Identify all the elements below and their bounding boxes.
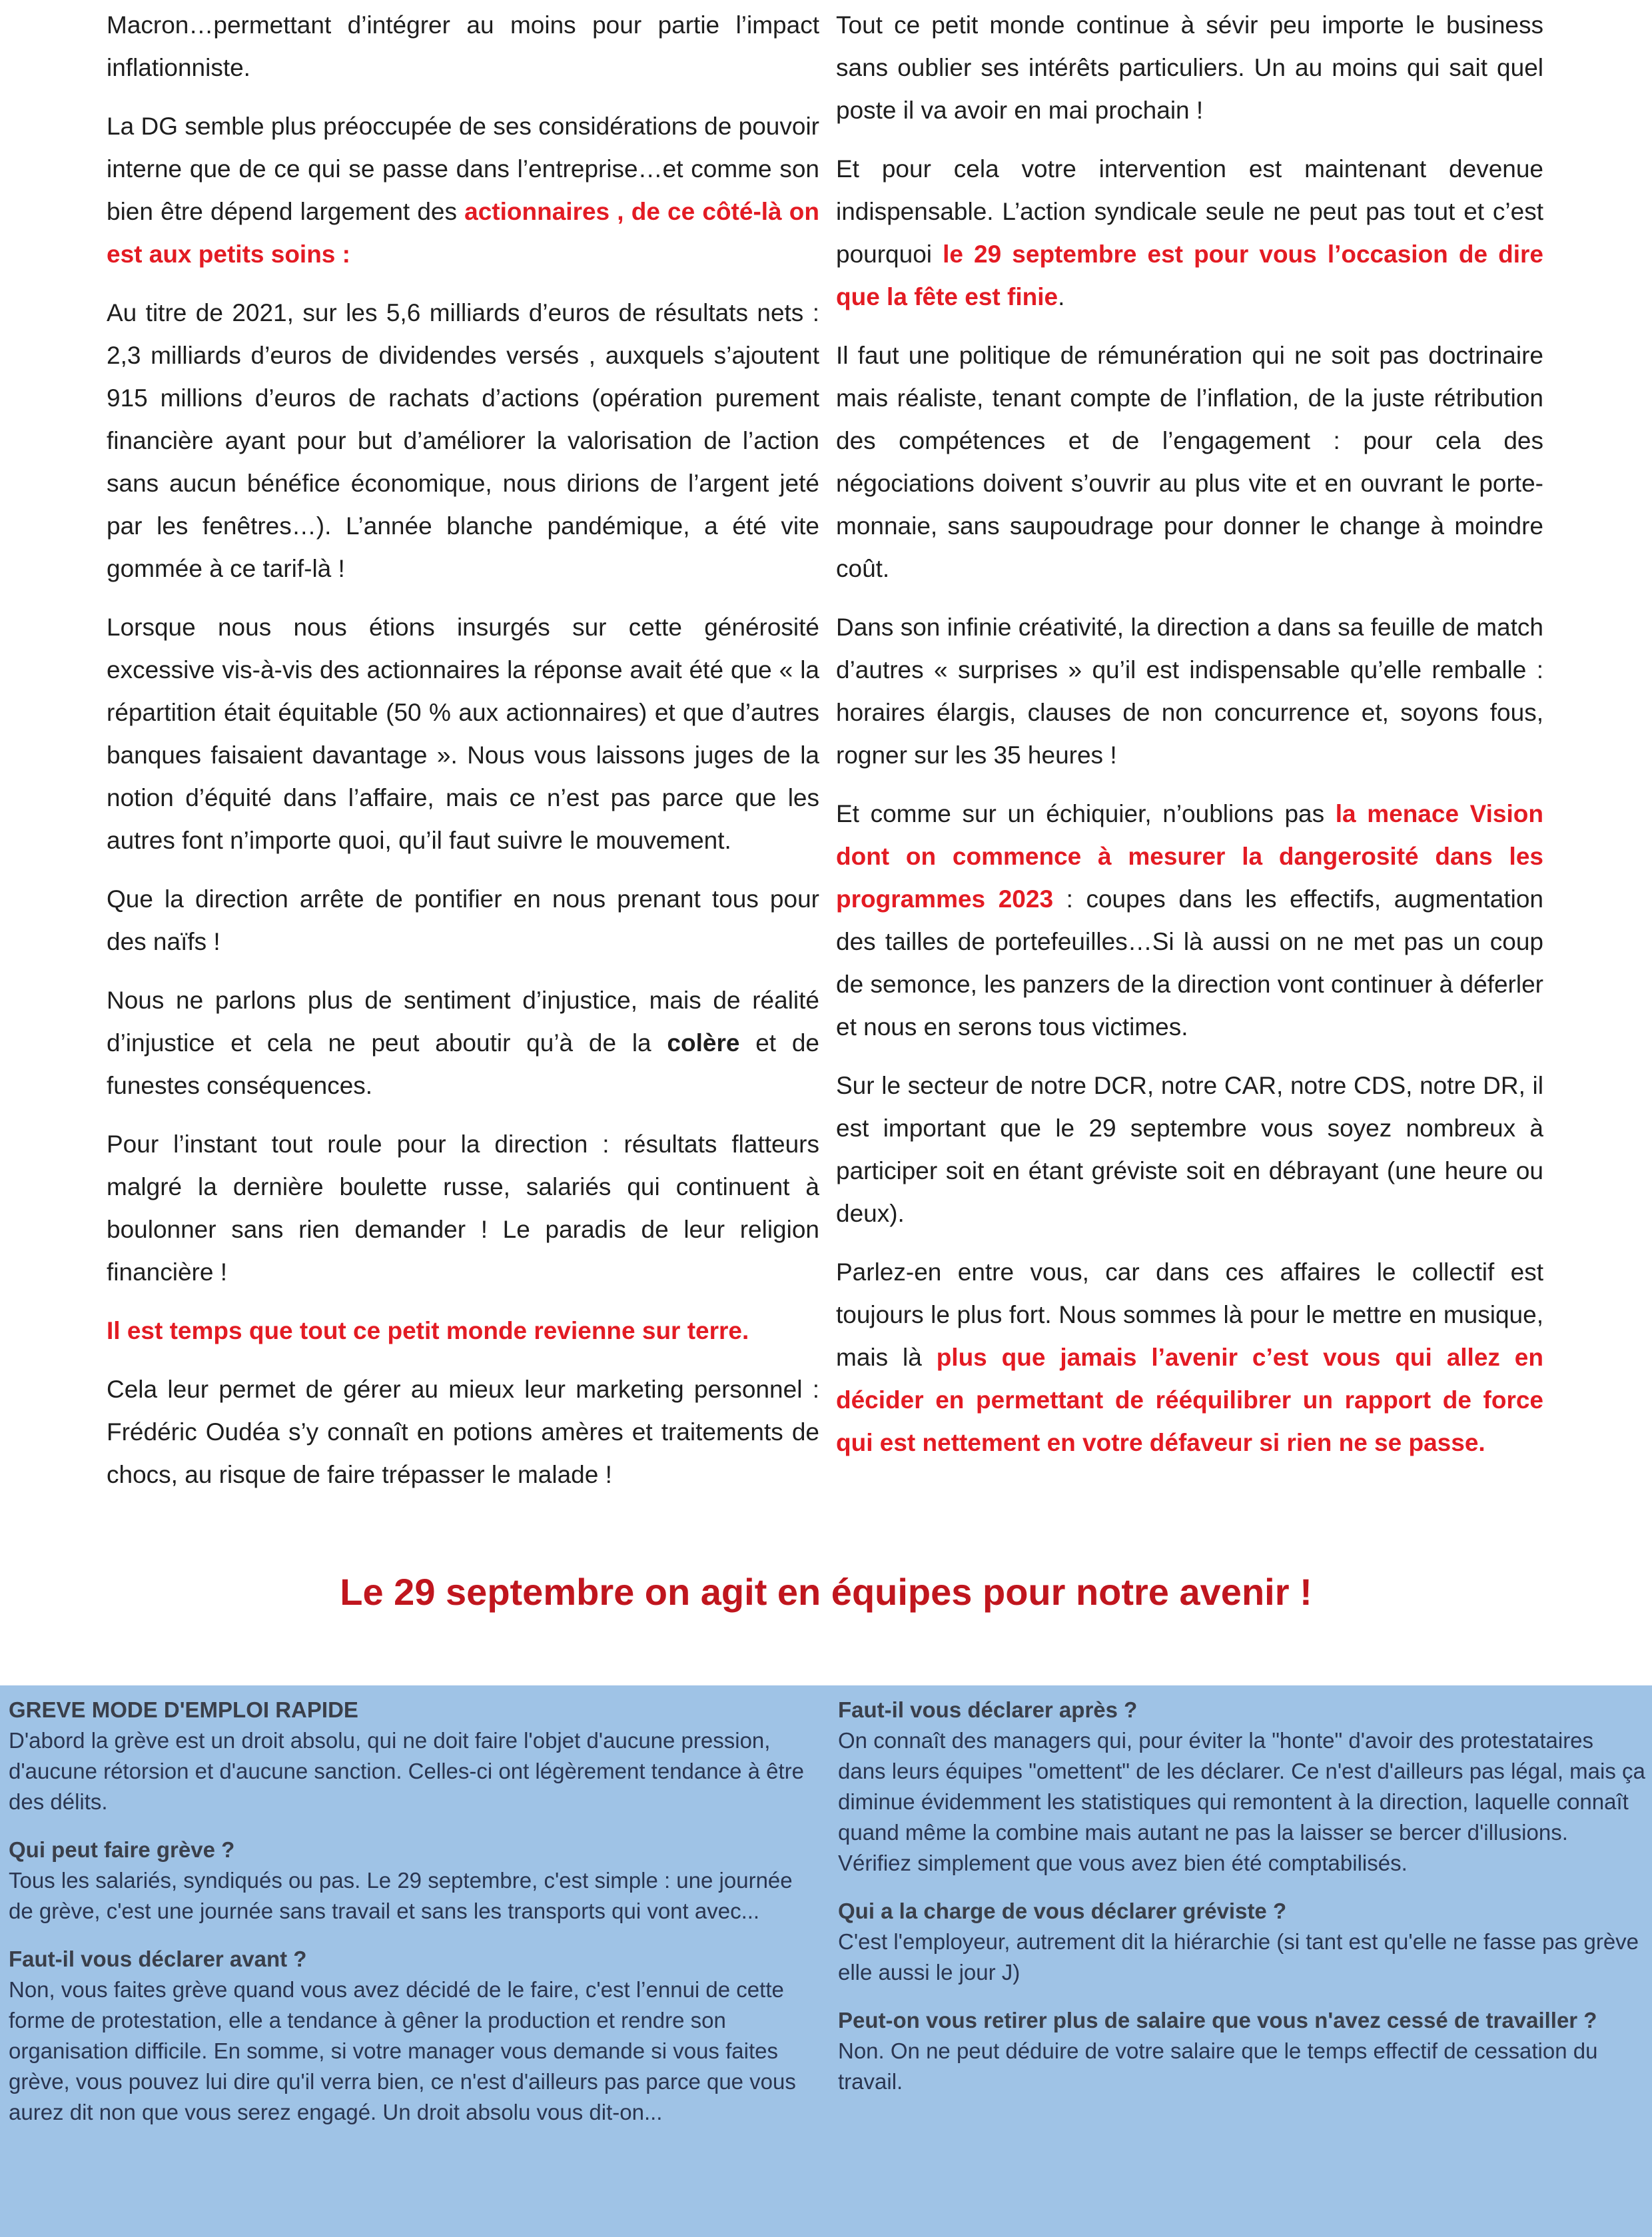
left-paragraph-6: [107, 979, 819, 1107]
strike-guide-left-column: [9, 1695, 808, 2145]
right-paragraph-7-highlight: plus que jamais l’avenir c’est vous qui allez en décider en permettant de rééquilibrer un rapport de force qui est nettement en votre défaveur si rien ne se passe.: [836, 1344, 1543, 1456]
faq-title: Faut-il vous déclarer avant ?: [9, 1947, 307, 1971]
left-paragraph-3: Au titre de 2021, sur les 5,6 milliards d’euros de résultats nets : 2,3 milliards d’euros de dividendes versés , auxquels s’ajoutent 915 millions d’euros de rachats d’actions (opération purement financière ayant pour but d’améliorer la valorisation de l’action sans aucun bénéfice économique, nous dirions de l’argent jeté par les fenêtres…). L’année blanche pandémique, a été vite gommée à ce tarif-là !: [107, 299, 819, 582]
faq-title: Qui peut faire grève ?: [9, 1837, 235, 1862]
faq-item: [838, 2005, 1645, 2097]
strike-guide-right-column: [838, 1695, 1645, 2114]
strike-guide-panel: [0, 1685, 1652, 2237]
faq-item: [9, 1695, 808, 1817]
right-paragraph-5-highlight: la menace Vision dont on commence à mesurer la dangerosité dans les programmes 2023: [836, 800, 1543, 913]
right-paragraph-3: Il faut une politique de rémunération qui ne soit pas doctrinaire mais réaliste, tenant compte de l’inflation, de la juste rétribution des compétences et de l’engagement : pour cela des négociations doivent s’ouvrir au plus vite et en ouvrant le porte-monnaie, sans saupoudrage pour donner le change à moindre coût.: [836, 342, 1543, 582]
left-paragraph-7: Pour l’instant tout roule pour la direction : résultats flatteurs malgré la dernière boulette russe, salariés qui continuent à boulonner sans rien demander ! Le paradis de leur religion financière !: [107, 1130, 819, 1286]
right-paragraph-5-text: Et comme sur un échiquier, n’oublions pas: [836, 800, 1336, 827]
left-article-column: [107, 4, 819, 1512]
left-paragraph-1: Macron…permettant d’intégrer au moins pour partie l’impact inflationniste.: [107, 11, 819, 81]
right-paragraph-6: Sur le secteur de notre DCR, notre CAR, notre CDS, notre DR, il est important que le 29 septembre vous soyez nombreux à participer soit en étant gréviste soit en débrayant (une heure ou deux).: [836, 1072, 1543, 1227]
left-paragraph-6-bold: colère: [667, 1029, 740, 1057]
faq-item: [838, 1896, 1645, 1988]
right-paragraph-5: [836, 793, 1543, 1049]
faq-item: [9, 1944, 808, 2128]
faq-title: Qui a la charge de vous déclarer gréviste ?: [838, 1899, 1287, 1923]
left-paragraph-6-end: et de funestes conséquences.: [107, 1029, 819, 1099]
faq-body: C'est l'employeur, autrement dit la hiérarchie (si tant est qu'elle ne fasse pas grève elle aussi le jour J): [838, 1929, 1639, 1985]
left-paragraph-2-text: La DG semble plus préoccupée de ses considérations de pouvoir interne que de ce qui se passe dans l’entreprise…et comme son bien être dépend largement des: [107, 113, 819, 225]
faq-item: [838, 1695, 1645, 1879]
left-paragraph-8-highlight: Il est temps que tout ce petit monde revienne sur terre.: [107, 1317, 749, 1344]
right-paragraph-1: Tout ce petit monde continue à sévir peu importe le business sans oublier ses intérêts particuliers. Un au moins qui sait quel poste il va avoir en mai prochain !: [836, 11, 1543, 124]
right-article-column: [836, 4, 1543, 1480]
faq-body: D'abord la grève est un droit absolu, qui ne doit faire l'objet d'aucune pression, d'aucune rétorsion et d'aucune sanction. Celles-ci ont légèrement tendance à être des délits.: [9, 1728, 805, 1814]
left-paragraph-9: Cela leur permet de gérer au mieux leur marketing personnel : Frédéric Oudéa s’y connaît en potions amères et traitements de chocs, au risque de faire trépasser le malade !: [107, 1376, 819, 1488]
left-paragraph-2-highlight: actionnaires , de ce côté-là on est aux petits soins :: [107, 198, 819, 268]
faq-title: Faut-il vous déclarer après ?: [838, 1697, 1138, 1722]
faq-body: Non. On ne peut déduire de votre salaire que le temps effectif de cessation du travail.: [838, 2038, 1598, 2094]
faq-body: On connaît des managers qui, pour éviter la "honte" d'avoir des protestataires dans leurs équipes "omettent" de les déclarer. Ce n'est d'ailleurs pas légal, mais ça diminue évidemment les statistiques qui remontent à la direction, laquelle connaît quand même la combine mais autant ne pas la laisser se bercer d'illusions. Vérifiez simplement que vous avez bien été comptabilisés.: [838, 1728, 1645, 1875]
right-paragraph-4: Dans son infinie créativité, la direction a dans sa feuille de match d’autres « surprises » qu’il est indispensable qu’elle remballe : horaires élargis, clauses de non concurrence et, soyons fous, rogner sur les 35 heures !: [836, 614, 1543, 769]
right-paragraph-2-text: Et pour cela votre intervention est maintenant devenue indispensable. L’action syndicale seule ne peut pas tout et c’est pourquoi: [836, 155, 1543, 268]
faq-title: Peut-on vous retirer plus de salaire que vous n'avez cessé de travailler ?: [838, 2008, 1597, 2032]
faq-body: Non, vous faites grève quand vous avez décidé de le faire, c'est l’ennui de cette forme de protestation, elle a tendance à gêner la production et rendre son organisation difficile. En somme, si votre manager vous demande si vous faites grève, vous pouvez lui dire qu'il verra bien, ce n'est d'ailleurs pas parce que vous aurez dit non que vous serez engagé. Un droit absolu vous dit-on...: [9, 1977, 796, 2124]
faq-body: Tous les salariés, syndiqués ou pas. Le 29 septembre, c'est simple : une journée de grève, c'est une journée sans travail et sans les transports qui vont avec...: [9, 1868, 793, 1923]
right-paragraph-2-end: .: [1058, 283, 1065, 310]
right-paragraph-2-highlight: le 29 septembre est pour vous l’occasion de dire que la fête est finie: [836, 240, 1543, 310]
left-paragraph-6-text: Nous ne parlons plus de sentiment d’injustice, mais de réalité d’injustice et cela ne peut aboutir qu’à de la: [107, 987, 819, 1057]
left-paragraph-2: [107, 105, 819, 276]
call-to-action-headline: Le 29 septembre on agit en équipes pour notre avenir !: [340, 1571, 1312, 1613]
right-paragraph-5-end: : coupes dans les effectifs, augmentation des tailles de portefeuilles…Si là aussi on ne met pas un coup de semonce, les panzers de la direction vont continuer à déferler et nous en serons tous victimes.: [836, 885, 1543, 1041]
faq-title: GREVE MODE D'EMPLOI RAPIDE: [9, 1697, 358, 1722]
left-paragraph-5: Que la direction arrête de pontifier en nous prenant tous pour des naïfs !: [107, 885, 819, 955]
right-paragraph-2: [836, 148, 1543, 318]
faq-item: [9, 1835, 808, 1927]
left-paragraph-4: Lorsque nous nous étions insurgés sur cette générosité excessive vis-à-vis des actionnaires la réponse avait été que « la répartition était équitable (50 % aux actionnaires) et que d’autres banques faisaient davantage ». Nous vous laissons juges de la notion d’équité dans l’affaire, mais ce n’est pas parce que les autres font n’importe quoi, qu’il faut suivre le mouvement.: [107, 614, 819, 854]
right-paragraph-7-text: Parlez-en entre vous, car dans ces affaires le collectif est toujours le plus fort. Nous sommes là pour le mettre en musique, mais là: [836, 1258, 1543, 1371]
right-paragraph-7: [836, 1251, 1543, 1464]
